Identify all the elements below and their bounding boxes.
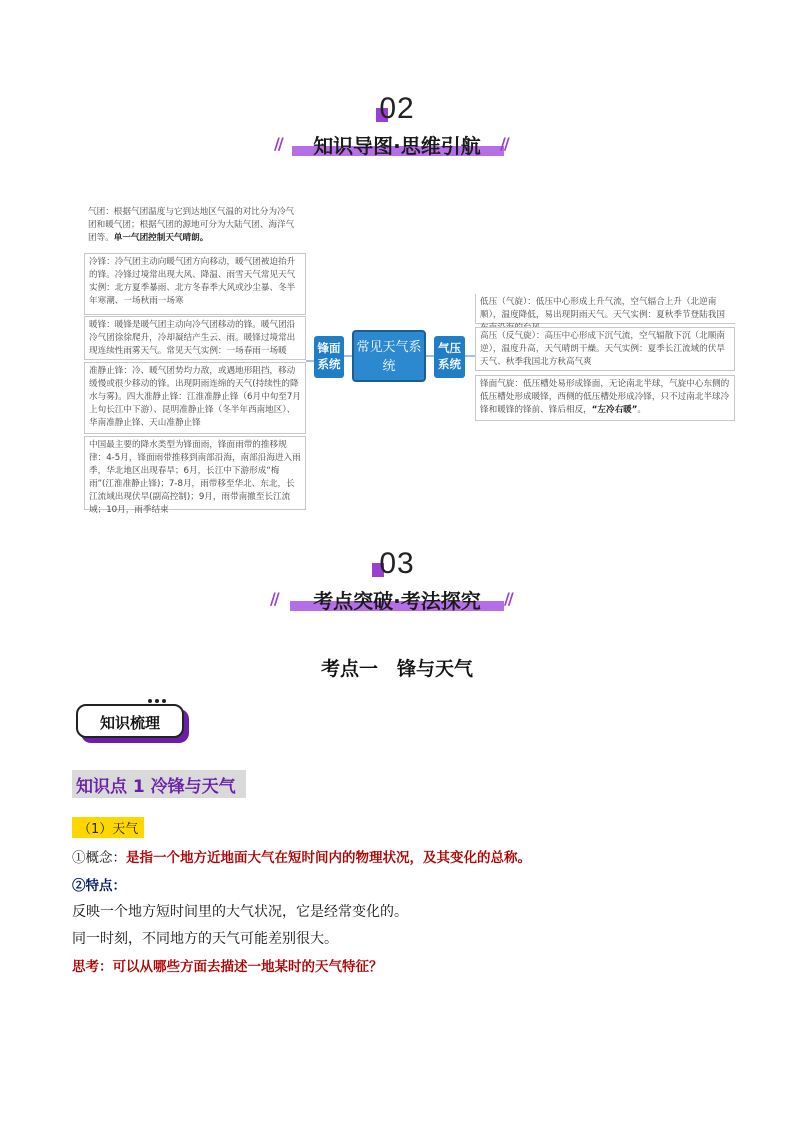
banner-right-slashes: // — [504, 589, 512, 608]
banner-title: 知识导图·思维引航 — [313, 134, 481, 158]
mindmap-box-frontal-cyclone: 锋面气旋：低压槽处易形成锋面，无论南北半球，气旋中心东侧的低压槽处形成暖锋，西侧的低压槽处形成冷锋，只不过南北半球冷锋和暖锋的锋前、锋后相反，“左冷右暖”。 — [475, 375, 735, 421]
feature-line-2: 同一时刻，不同地方的天气可能差别很大。 — [72, 931, 338, 947]
think-question: 思考：可以从哪些方面去描述一地某时的天气特征？ — [72, 959, 383, 975]
mindmap-box-rain-belt: 中国最主要的降水类型为锋面雨，锋面雨带的推移规律：4-5月，锋面雨带推移到南部沿海，南部沿海进入雨季，华北地区出现春旱；6月，长江中下游形成“梅雨”(江淮准静止锋)；7-8月，雨带移至华北、东北，长江流域出现伏旱(副高控制)；9月，雨带南撤至长江流域；10月，雨季结束 — [84, 436, 306, 510]
tag-dot — [148, 699, 152, 703]
mindmap-box-stationary-front: 准静止锋：冷、暖气团势均力敌，或遇地形阻挡，移动缓慢或很少移动的锋。出现阴雨连绵的天气(持续性的降水与雾)。四大准静止锋：江淮准静止锋（6月中旬至7月上旬长江中下游）、昆明准静止锋（冬半年西南地区）、华南准静止锋、天山准静止锋 — [84, 362, 306, 434]
node-pressure-system: 气压系统 — [434, 336, 465, 378]
sub-heading: （1）天气 — [72, 817, 144, 838]
feature-line-1: 反映一个地方短时间里的大气状况，它是经常变化的。 — [72, 904, 408, 920]
concept-prefix: ①概念： — [72, 850, 126, 866]
topic-title: 考点一 锋与天气 — [320, 658, 473, 680]
section-banner — [0, 583, 794, 617]
tag-dot — [162, 699, 166, 703]
knowledge-review-tag: 知识梳理 — [76, 704, 184, 738]
concept-line — [72, 846, 531, 866]
section-number: 02 — [379, 92, 415, 125]
tag-dot — [155, 699, 159, 703]
connector-left-center — [344, 355, 352, 357]
mindmap-box-cold-front: 冷锋：冷气团主动向暖气团方向移动，暖气团被迫抬升的锋。冷锋过境常出现大风、降温、雨雪天气常见天气实例：北方夏季暴雨、北方冬春季大风或沙尘暴、冬半年寒潮、一场秋雨一场寒 — [84, 253, 306, 315]
section-number: 03 — [379, 547, 415, 580]
feature-label: ②特点： — [72, 878, 126, 894]
banner-title: 考点突破·考法探究 — [313, 589, 481, 613]
node-front-system: 锋面系统 — [314, 336, 344, 378]
banner-left-slashes: // — [270, 589, 278, 608]
banner-left-slashes: // — [274, 134, 282, 153]
mindmap-box-high-pressure: 高压（反气旋）：高压中心形成下沉气流，空气辐散下沉（北顺南逆），温度升高，天气晴朗干燥。天气实例：夏季长江流域的伏旱天气、秋季我国北方秋高气爽 — [475, 327, 735, 371]
connector-left — [306, 360, 314, 362]
node-weather-system: 常见天气系统 — [352, 330, 426, 382]
banner-right-slashes: // — [500, 134, 508, 153]
concept-text: 是指一个地方近地面大气在短时间内的物理状况，及其变化的总称。 — [126, 850, 531, 866]
mindmap-box-airmass: 气团：根据气团温度与它到达地区气温的对比分为冷气团和暖气团；根据气团的源地可分为大陆气团、海洋气团等。单一气团控制天气晴朗。 — [84, 204, 306, 254]
connector-center-right — [426, 355, 434, 357]
section-banner — [0, 128, 794, 162]
knowledge-point-heading: 知识点 1 冷锋与天气 — [72, 770, 246, 798]
mindmap-box-low-pressure: 低压（气旋）：低压中心形成上升气流，空气辐合上升（北逆南顺），温度降低，易出现阴雨天气。天气实例：夏秋季节登陆我国 — [475, 294, 735, 324]
mindmap-box-warm-front: 暖锋：暖锋是暖气团主动向冷气团移动的锋。暖气团沿冷气团徐徐爬升，冷却凝结产生云、雨。暖锋过境常出现连续性雨雾天气。常见天气实例：一场春雨一场暖 — [84, 316, 306, 360]
connector-right — [465, 355, 475, 357]
